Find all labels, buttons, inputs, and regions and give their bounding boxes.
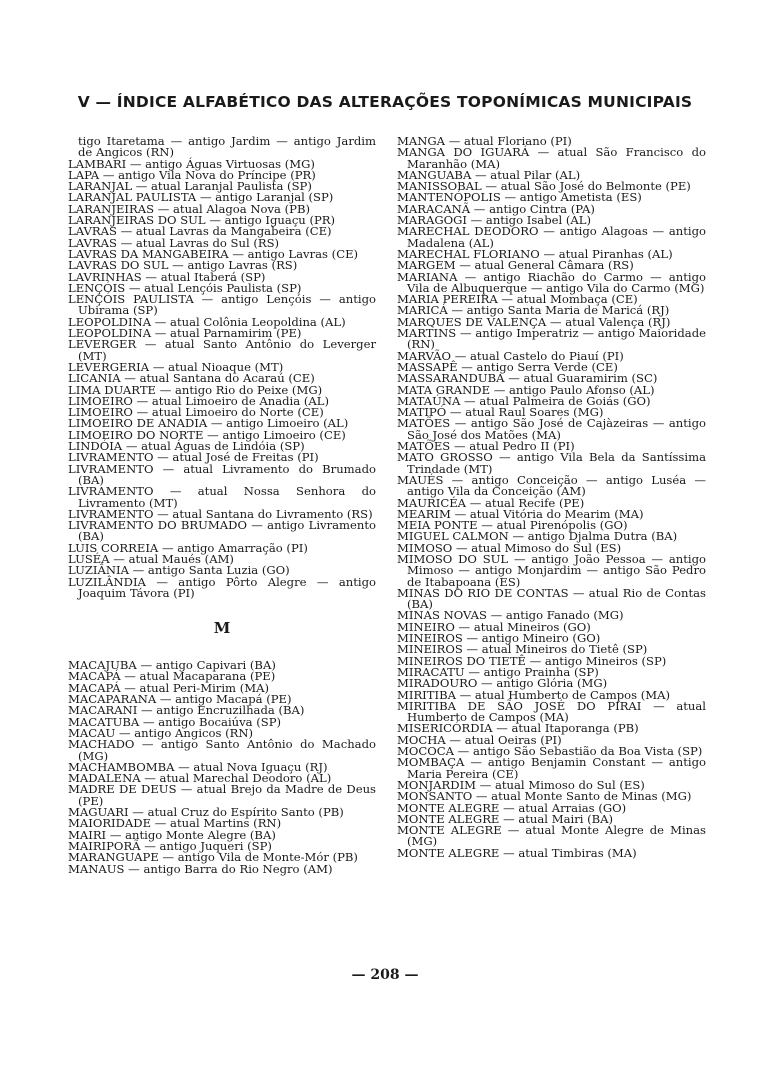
index-entry: MARAGOGI — antigo Isabel (AL) (397, 213, 591, 228)
index-entry: LENÇÓIS — atual Lençóis Paulista (SP) (68, 280, 302, 295)
index-entry: MAURICÉA — atual Recife (PE) (397, 495, 585, 510)
index-entry: MACAJUBA — antigo Capivari (BA) (68, 658, 276, 673)
index-entry: LAVRAS — atual Lavras da Mangabeira (CE) (68, 224, 332, 239)
index-entry: LIVRAMENTO DO BRUMADO — antigo Livramento (BA) (68, 518, 376, 544)
index-entry: LIVRAMENTO — atual Livramento do Brumado (BA) (68, 461, 376, 487)
index-entry: MANGA — atual Floriano (PI) (397, 134, 572, 148)
index-entry: LAMBARI — antigo Águas Virtuosas (MG) (68, 156, 315, 171)
index-entry: MATA GRANDE — antigo Paulo Afonso (AL) (397, 382, 655, 397)
left-entries-list (68, 136, 376, 599)
index-entry: LIVRAMENTO — atual Nossa Senhora do Livramento (MT) (68, 484, 376, 510)
index-entry: MINEIROS DO TIETÊ — antigo Mineiros (SP) (397, 653, 667, 668)
index-entry: MACARANI — antigo Encruzilhada (BA) (68, 703, 305, 718)
index-entry: MACAPÁ — atual Peri-Mirim (MA) (68, 680, 270, 695)
index-entry: MAIORIDADE — atual Martins (RN) (68, 816, 282, 831)
index-entry: MONTE ALEGRE — atual Arraias (GO) (397, 800, 627, 815)
index-entry: MANGUABA — atual Pilar (AL) (397, 167, 581, 182)
index-entry: LUZILÂNDIA — antigo Pôrto Alegre — antigo Joaquim Távora (PI) (68, 574, 376, 600)
index-entry: LICANIA — atual Santana do Acaraú (CE) (68, 371, 315, 386)
right-column (397, 136, 706, 859)
index-entry: MARACANÃ — antigo Cintra (PA) (397, 201, 595, 216)
index-entry: MIGUEL CALMON — antigo Djalma Dutra (BA) (397, 529, 678, 544)
index-entry: MANISSOBAL — atual São José do Belmonte (PE) (397, 179, 691, 194)
index-entry: LARANJEIRAS DO SUL — antigo Iguaçu (PR) (68, 213, 336, 228)
index-entry: MADRE DE DEUS — atual Brejo da Madre de Deus (PE) (68, 782, 376, 808)
index-entry: MACHAMBOMBA — atual Nova Iguaçu (RJ) (68, 759, 328, 774)
index-entry: MINEIRO — atual Mineiros (GO) (397, 619, 591, 634)
index-entry: MONJARDIM — atual Mimoso do Sul (ES) (397, 777, 645, 792)
index-entry: MASSARANDUBA — atual Guaramirim (SC) (397, 371, 658, 386)
index-entry: MOCHA — atual Oeiras (PI) (397, 732, 562, 747)
index-entry: MEARIM — atual Vitória do Mearim (MA) (397, 506, 644, 521)
index-entry: MATÕES — antigo São José de Cajàzeiras — antigo São José dos Matões (MA) (397, 416, 706, 442)
index-entry: LIMOEIRO — atual Limoeiro de Anadia (AL) (68, 393, 329, 408)
index-entry: MARECHAL FLORIANO — atual Piranhas (AL) (397, 246, 673, 261)
index-entry: LUIS CORREIA — antigo Amarração (PI) (68, 540, 308, 555)
index-entry: MINAS DO RIO DE CONTAS — atual Rio de Contas (BA) (397, 585, 706, 612)
index-entry: MOMBAÇA — antigo Benjamin Constant — antigo Maria Pereira (CE) (397, 755, 706, 781)
index-entry: MARVÃO — atual Castelo do Piauí (PI) (397, 348, 624, 363)
index-entry: LIMA DUARTE — antigo Rio do Peixe (MG) (68, 382, 323, 397)
index-entry: LEOPOLDINA — atual Colônia Leopoldina (AL) (68, 314, 346, 329)
index-entry: LIVRAMENTO — atual Santana do Livramento (RS) (68, 506, 373, 521)
index-entry: MONTE ALEGRE — atual Timbiras (MA) (397, 845, 637, 860)
index-entry: LARANJAL PAULISTA — antigo Laranjal (SP) (68, 190, 334, 205)
section-letter: M (213, 619, 231, 638)
index-entry: MARQUES DE VALENÇA — atual Valença (RJ) (397, 314, 671, 329)
index-entry: LAVRAS DA MANGABEIRA — antigo Lavras (CE) (68, 246, 359, 261)
index-entry: MAIRI — antigo Monte Alegre (BA) (68, 827, 276, 842)
index-entry: LEOPOLDINA — atual Parnamirim (PE) (68, 326, 302, 341)
index-entry: LAVRAS — atual Lavras do Sul (RS) (68, 235, 280, 250)
index-entry: MISERICÓRDIA — atual Itaporanga (PB) (397, 721, 639, 736)
index-entry: MANAUS — antigo Barra do Rio Negro (AM) (68, 861, 333, 876)
index-entry: MIRACATU — antigo Prainha (SP) (397, 664, 599, 679)
index-entry: LAPA — antigo Vila Nova do Príncipe (PR) (68, 167, 316, 182)
index-entry: MINEIROS — antigo Mineiro (GO) (397, 631, 601, 646)
index-entry: MIRADOURO — antigo Glória (MG) (397, 676, 608, 691)
index-entry: MACAPÁ — atual Macaparana (PE) (68, 669, 276, 684)
index-entry: LIVRAMENTO — atual José de Freitas (PI) (68, 450, 319, 465)
index-entry: MINEIROS — atual Mineiros do Tietê (SP) (397, 642, 648, 657)
index-entry: MARICÁ — antigo Santa Maria de Maricá (RJ) (397, 303, 670, 318)
index-entry: MATO GROSSO — antigo Vila Bela da Santíssima Trindade (MT) (397, 450, 706, 476)
right-entries-list (397, 136, 706, 859)
index-entry: MACHADO — antigo Santo Antônio do Machado (MG) (68, 737, 376, 763)
page-number: — 208 — (351, 967, 419, 983)
index-entry: MONSANTO — atual Monte Santo de Minas (MG) (397, 789, 692, 804)
index-entry: MIMOSO — atual Mimoso do Sul (ES) (397, 540, 622, 555)
index-entry: MAIRIPORÃ — antigo Juqueri (SP) (68, 838, 272, 853)
index-entry: MADALENA — atual Marechal Deodoro (AL) (68, 771, 332, 786)
index-entry: MANTENÓPOLIS — antigo Ametista (ES) (397, 190, 642, 205)
index-entry: MACAPARANA — antigo Macapá (PE) (68, 692, 292, 707)
index-entry: LIMOEIRO DO NORTE — antigo Limoeiro (CE) (68, 427, 346, 442)
index-entry: LIMOEIRO DE ANADIA — antigo Limoeiro (AL) (68, 416, 349, 431)
index-entry: LAVRINHAS — atual Itaberá (SP) (68, 269, 266, 284)
index-entry: MINAS NOVAS — antigo Fanado (MG) (397, 608, 624, 623)
index-entry: MARANGUAPE — antigo Vila de Monte-Mór (PB) (68, 850, 358, 865)
page-heading: V — ÍNDICE ALFABÉTICO DAS ALTERAÇÕES TOPONÍMICAS MUNICIPAIS (77, 93, 693, 111)
index-entry: MARIANA — antigo Riachão do Carmo — antigo Vila de Albuquerque — antigo Vila do Carmo (MG) (397, 269, 706, 295)
index-entry: MEIA PONTE — atual Pirenópolis (GO) (397, 518, 628, 533)
index-entry: MACATUBA — antigo Bocaiúva (SP) (68, 714, 282, 729)
index-entry: LENÇÓIS PAULISTA — antigo Lençóis — antigo Ubirama (SP) (68, 292, 376, 318)
index-entry: LINDÓIA — atual Águas de Lindóia (SP) (68, 439, 305, 454)
left-m-entries-list (68, 660, 376, 875)
index-entry: tigo Itaretama — antigo Jardim — antigo Jardim de Angicos (RN) (78, 134, 376, 160)
index-entry: MATIPÓ — atual Raul Soares (MG) (397, 405, 604, 420)
index-entry: MONTE ALEGRE — atual Mairi (BA) (397, 811, 614, 826)
index-entry: MIRITIBA — atual Humberto de Campos (MA) (397, 687, 671, 702)
index-entry: MIRITIBA DE SÃO JOSÉ DO PIRAI — atual Humberto de Campos (MA) (397, 698, 706, 725)
index-entry: MONTE ALEGRE — atual Monte Alegre de Minas (MG) (397, 823, 706, 849)
index-entry: LUZIÂNIA — antigo Santa Luzia (GO) (68, 563, 290, 578)
index-entry: MARGEM — atual General Câmara (RS) (397, 258, 634, 273)
index-entry: MARIA PEREIRA — atual Mombaça (CE) (397, 292, 638, 307)
index-entry: MATÕES — atual Pedro II (PI) (397, 439, 575, 454)
left-column (68, 136, 376, 875)
index-entry: LARANJEIRAS — atual Alagoa Nova (PB) (68, 201, 310, 216)
index-entry: LAVRAS DO SUL — antigo Lavras (RS) (68, 258, 298, 273)
index-entry: MIMOSO DO SUL — antigo João Pessoa — antigo Mimoso — antigo Monjardim — antigo São Pedro de Itabapoana (ES) (397, 551, 706, 589)
index-entry: MATAÚNA — atual Palmeira de Goiás (GO) (397, 393, 651, 408)
index-entry: LARANJAL — atual Laranjal Paulista (SP) (68, 179, 312, 194)
index-entry: LIMOEIRO — atual Limoeiro do Norte (CE) (68, 405, 324, 420)
index-entry: MANGA DO IGUARÁ — atual São Francisco do Maranhão (MA) (397, 145, 706, 171)
index-entry: MARECHAL DEODORO — antigo Alagoas — antigo Madalena (AL) (397, 224, 706, 250)
index-entry: MAGUARI — atual Cruz do Espírito Santo (PB) (68, 805, 344, 820)
index-entry: LUSÉA — atual Maués (AM) (68, 551, 234, 566)
index-entry: MOCOCA — antigo São Sebastião da Boa Vista (SP) (397, 744, 703, 759)
index-entry: MASSAPÊ — antigo Serra Verde (CE) (397, 359, 618, 374)
index-entry: MAUÉS — antigo Conceição — antigo Luséa — antigo Vila da Conceição (AM) (397, 472, 706, 499)
index-entry: LEVERGERIA — atual Nioaque (MT) (68, 359, 284, 374)
index-entry: MARTINS — antigo Imperatriz — antigo Maioridade (RN) (397, 326, 706, 352)
index-entry: LEVERGER — atual Santo Antônio do Leverger (MT) (68, 337, 376, 363)
index-entry: MACAU — antigo Angicos (RN) (68, 725, 254, 740)
